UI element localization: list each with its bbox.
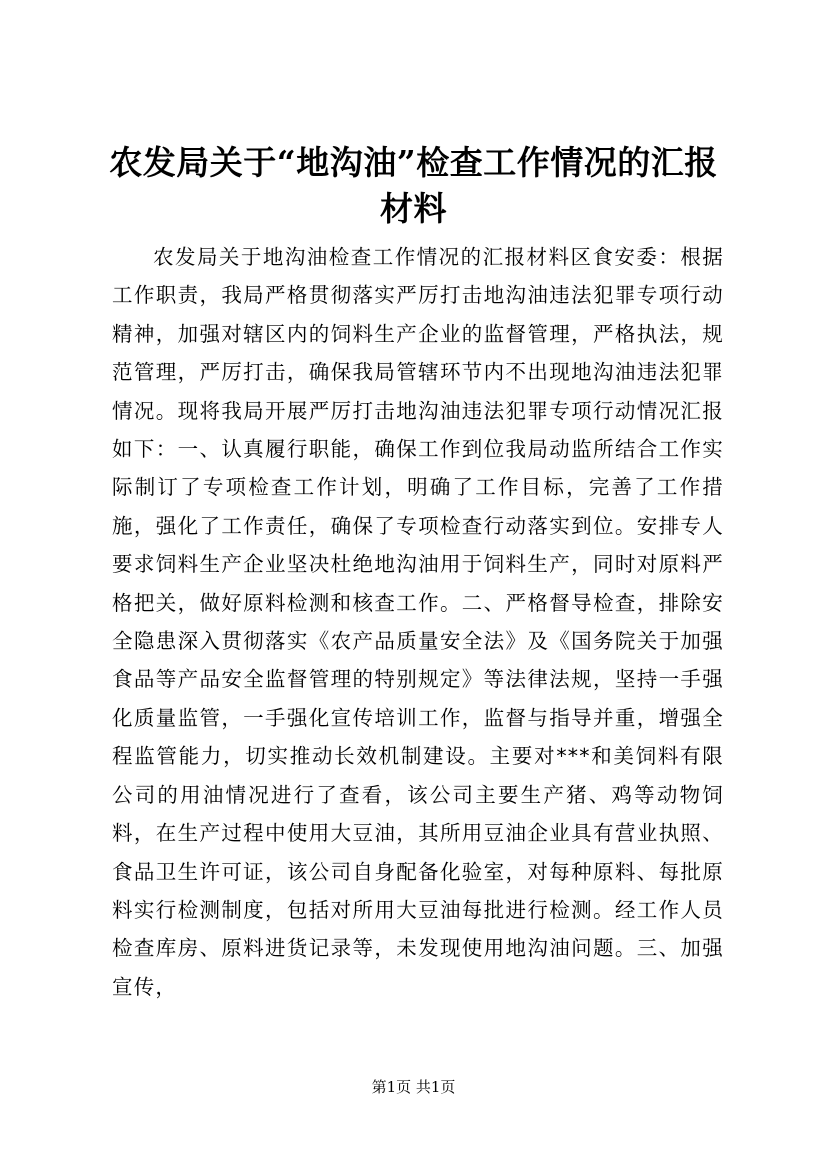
document-title: 农发局关于“地沟油”检查工作情况的汇报材料	[109, 143, 718, 228]
document-body-paragraph: 农发局关于地沟油检查工作情况的汇报材料区食安委：根据工作职责，我局严格贯彻落实严厉打击地沟油违法犯罪专项行动精神，加强对辖区内的饲料生产企业的监督管理，严格执法，规范管理，严厉打击，确保我局管辖环节内不出现地沟油违法犯罪情况。现将我局开展严厉打击地沟油违法犯罪专项行动情况汇报如下：一、认真履行职能，确保工作到位我局动监所结合工作实际制订了专项检查工作计划，明确了工作目标，完善了工作措施，强化了工作责任，确保了专项检查行动落实到位。安排专人要求饲料生产企业坚决杜绝地沟油用于饲料生产，同时对原料严格把关，做好原料检测和核查工作。二、严格督导检查，排除安全隐患深入贯彻落实《农产品质量安全法》及《国务院关于加强食品等产品安全监督管理的特别规定》等法律法规，坚持一手强化质量监管，一手强化宣传培训工作，监督与指导并重，增强全程监管能力，切实推动长效机制建设。主要对***和美饲料有限公司的用油情况进行了查看，该公司主要生产猪、鸡等动物饲料，在生产过程中使用大豆油，其所用豆油企业具有营业执照、食品卫生许可证，该公司自身配备化验室，对每种原料、每批原料实行检测制度，包括对所用大豆油每批进行检测。经工作人员检查库房、原料进货记录等，未发现使用地沟油问题。三、加强宣传，	[112, 245, 724, 999]
page-footer: 第1页 共1页	[371, 1078, 456, 1096]
